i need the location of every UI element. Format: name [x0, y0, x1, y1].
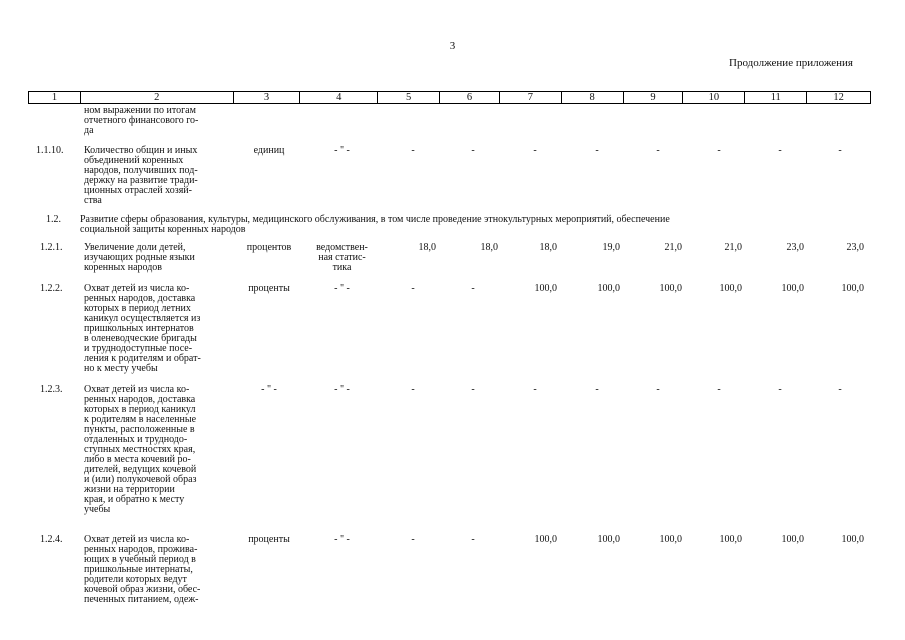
- row-number: 1.2.1.: [40, 242, 63, 253]
- row-value: 21,0: [664, 242, 682, 253]
- row-value: -: [838, 384, 842, 395]
- row-value: 100,0: [534, 283, 557, 294]
- row-value: -: [778, 145, 782, 156]
- header-col-6: 6: [440, 92, 500, 103]
- row-number: 1.2.4.: [40, 534, 63, 545]
- row-value: 100,0: [597, 283, 620, 294]
- row-value: -: [411, 145, 415, 156]
- header-col-5: 5: [378, 92, 440, 103]
- header-col-3: 3: [234, 92, 301, 103]
- row-value: -: [471, 283, 475, 294]
- row-description: Охват детей из числа ко- ренных народов, доставка которых в период летних каникул осуществляется из пришкольных интернатов в оленеводческие бригады и труднодоступные посе- ления к родителям и обрат- но к месту учебы: [84, 283, 201, 374]
- row-value: -: [411, 384, 415, 395]
- header-col-8: 8: [562, 92, 624, 103]
- row-value: -: [595, 384, 599, 395]
- row-unit: единиц: [253, 145, 285, 156]
- row-value: -: [471, 384, 475, 395]
- table-header-row: [28, 91, 871, 104]
- row-value: 23,0: [846, 242, 864, 253]
- row-description: ном выражении по итогам отчетного финансового го- да: [84, 105, 199, 136]
- row-value: 100,0: [534, 534, 557, 545]
- header-col-11: 11: [745, 92, 807, 103]
- continuation-label: Продолжение приложения: [729, 57, 853, 69]
- row-description: Охват детей из числа ко- ренных народов, доставка которых в период каникул к родителям в населенные пункты, расположенные в отдаленных и труднодо- ступных местностях края, либо в места кочевий ро- дителей, ведущих кочевой и (или) полукочевой образ жизни на территории края, и обратно к месту учебы: [84, 384, 197, 515]
- row-description: Количество общин и иных объединений коренных народов, получивших под- держку на развитие тради- ционных отраслей хозяй- ства: [84, 145, 198, 206]
- row-description: Увеличение доли детей, изучающих родные языки коренных народов: [84, 242, 195, 273]
- row-value: -: [411, 283, 415, 294]
- row-value: 100,0: [841, 534, 864, 545]
- row-value: 18,0: [480, 242, 498, 253]
- row-value: 18,0: [539, 242, 557, 253]
- row-value: 100,0: [719, 283, 742, 294]
- row-value: -: [778, 384, 782, 395]
- row-value: -: [838, 145, 842, 156]
- row-unit: - " -: [261, 384, 277, 395]
- header-col-4: 4: [300, 92, 378, 103]
- row-value: 19,0: [602, 242, 620, 253]
- row-number: 1.2.2.: [40, 283, 63, 294]
- row-source: - " -: [334, 283, 350, 294]
- row-value: -: [411, 534, 415, 545]
- header-col-2: 2: [81, 92, 234, 103]
- row-number: 1.1.10.: [36, 145, 64, 156]
- page-number: 3: [449, 40, 456, 52]
- row-unit: проценты: [248, 283, 290, 294]
- row-description: Охват детей из числа ко- ренных народов, прожива- ющих в учебный период в пришкольные интернаты, родители которых ведут кочевой образ жизни, обес- печенных питанием, одеж-: [84, 534, 201, 605]
- row-value: 21,0: [724, 242, 742, 253]
- row-value: 100,0: [781, 534, 804, 545]
- row-value: 100,0: [597, 534, 620, 545]
- row-value: -: [717, 145, 721, 156]
- row-value: -: [533, 145, 537, 156]
- row-value: 23,0: [786, 242, 804, 253]
- header-col-12: 12: [833, 92, 844, 103]
- row-value: -: [656, 145, 660, 156]
- section-title: Развитие сферы образования, культуры, медицинского обслуживания, в том числе проведение этнокультурных мероприятий, обеспечение социальной защиты коренных народов: [80, 214, 670, 235]
- row-source: ведомствен- ная статис- тика: [316, 242, 368, 273]
- row-value: 100,0: [659, 534, 682, 545]
- row-value: -: [595, 145, 599, 156]
- row-value: 18,0: [418, 242, 436, 253]
- row-value: 100,0: [719, 534, 742, 545]
- row-value: -: [471, 534, 475, 545]
- row-source: - " -: [334, 145, 350, 156]
- row-value: 100,0: [841, 283, 864, 294]
- row-number: 1.2.3.: [40, 384, 63, 395]
- row-source: - " -: [334, 534, 350, 545]
- header-col-9: 9: [624, 92, 684, 103]
- row-value: 100,0: [781, 283, 804, 294]
- row-value: 100,0: [659, 283, 682, 294]
- section-number: 1.2.: [46, 214, 61, 225]
- row-unit: процентов: [246, 242, 292, 253]
- row-unit: проценты: [248, 534, 290, 545]
- header-col-7: 7: [500, 92, 562, 103]
- header-col-1: 1: [29, 92, 81, 103]
- row-value: -: [533, 384, 537, 395]
- header-col-10: 10: [683, 92, 745, 103]
- row-value: -: [656, 384, 660, 395]
- row-value: -: [471, 145, 475, 156]
- row-value: -: [717, 384, 721, 395]
- row-source: - " -: [334, 384, 350, 395]
